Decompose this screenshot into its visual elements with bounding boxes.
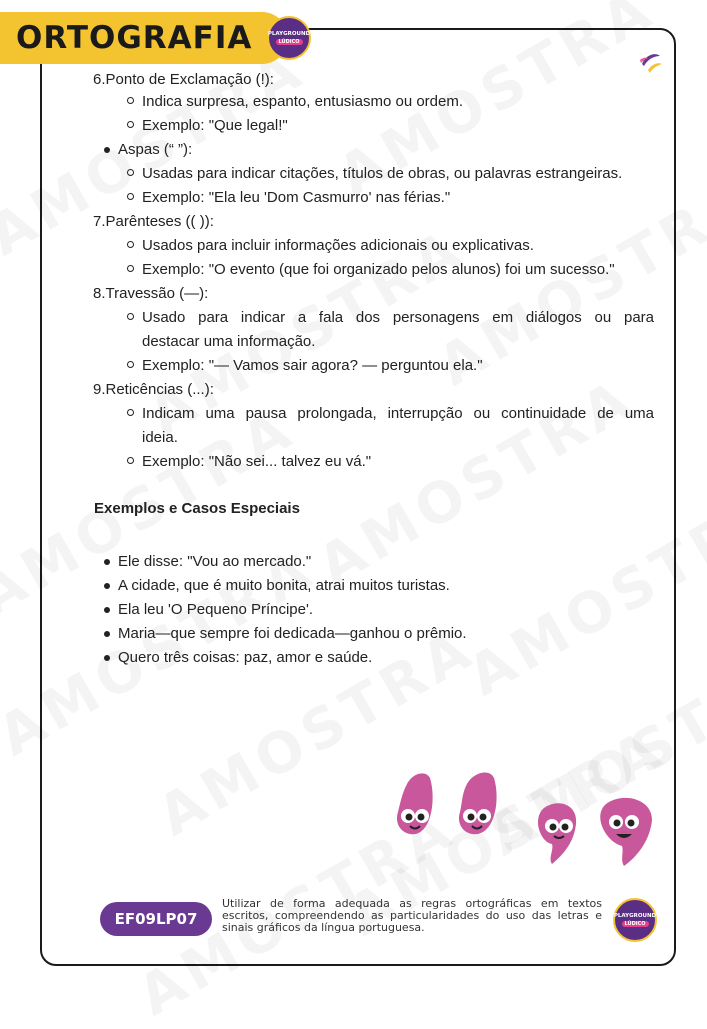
section-9-title: 9.Reticências (...): [93, 381, 214, 398]
brand-logo [267, 16, 311, 60]
bullet-icon [127, 265, 134, 272]
section-6-title: 6.Ponto de Exclamação (!): [93, 71, 274, 88]
bullet-icon [127, 241, 134, 248]
section-heading: Exemplos e Casos Especiais [94, 500, 300, 517]
list-item-continuation: destacar uma informação. [142, 333, 316, 350]
bullet-icon [127, 361, 134, 368]
list-item: Usados para incluir informações adicionais ou explicativas. [142, 237, 534, 254]
list-item: Indica surpresa, espanto, entusiasmo ou ordem. [142, 93, 464, 110]
bullet-icon [127, 97, 134, 104]
list-item: Usado para indicar a fala dos personagens em diálogos ou para [142, 309, 654, 326]
close-quote-mascot-right [600, 798, 652, 866]
logo-text-bottom: LÚDICO [276, 39, 303, 45]
list-item: Exemplo: "— Vamos sair agora? — perguntou ela." [142, 357, 483, 374]
example-item: Ele disse: "Vou ao mercado." [118, 553, 312, 570]
example-item: Maria—que sempre foi dedicada—ganhou o prêmio. [118, 625, 467, 642]
bullet-icon [127, 409, 134, 416]
list-item: Aspas (“ ”): [118, 141, 193, 158]
list-item: Exemplo: "Não sei... talvez eu vá." [142, 453, 372, 470]
list-item: Exemplo: "Ela leu 'Dom Casmurro' nas férias." [142, 189, 451, 206]
list-item: Exemplo: "Que legal!" [142, 117, 288, 134]
open-quote-mascot-right [459, 772, 497, 834]
bullet-icon [104, 147, 110, 153]
splash-decoration-icon [638, 50, 664, 76]
list-item: Indicam uma pausa prolongada, interrupção ou continuidade de uma [142, 405, 654, 422]
section-8-title: 8.Travessão (—): [93, 285, 209, 302]
example-item: A cidade, que é muito bonita, atrai muitos turistas. [118, 577, 450, 594]
page-title: ORTOGRAFIA [16, 20, 253, 56]
bullet-icon [127, 169, 134, 176]
quotation-mascots-illustration [392, 768, 662, 868]
example-item: Ela leu 'O Pequeno Príncipe'. [118, 601, 314, 618]
bullet-icon [104, 607, 110, 613]
bullet-icon [127, 313, 134, 320]
bullet-icon [127, 457, 134, 464]
skill-code-badge: EF09LP07 [100, 902, 212, 936]
bullet-icon [104, 631, 110, 637]
open-quote-mascot-left [397, 773, 433, 834]
logo-text-top: PLAYGROUND [613, 913, 657, 919]
bullet-icon [104, 559, 110, 565]
close-quote-mascot-left [538, 803, 576, 864]
section-7-title: 7.Parênteses (( )): [93, 213, 214, 230]
bullet-icon [127, 121, 134, 128]
example-item: Quero três coisas: paz, amor e saúde. [118, 649, 373, 666]
bullet-icon [104, 583, 110, 589]
bullet-icon [104, 655, 110, 661]
bullet-icon [127, 193, 134, 200]
skill-description: Utilizar de forma adequada as regras ortográficas em textos escritos, compreendendo as particularidades do uso das letras e sinais gráficos da língua portuguesa. [222, 897, 602, 934]
list-item: Exemplo: "O evento (que foi organizado pelos alunos) foi um sucesso." [142, 261, 615, 278]
list-item: Usadas para indicar citações, títulos de obras, ou palavras estrangeiras. [142, 165, 623, 182]
footer-brand-logo [613, 898, 657, 942]
logo-text-bottom: LÚDICO [622, 921, 649, 927]
list-item-continuation: ideia. [142, 429, 178, 446]
logo-text-top: PLAYGROUND [267, 31, 311, 37]
